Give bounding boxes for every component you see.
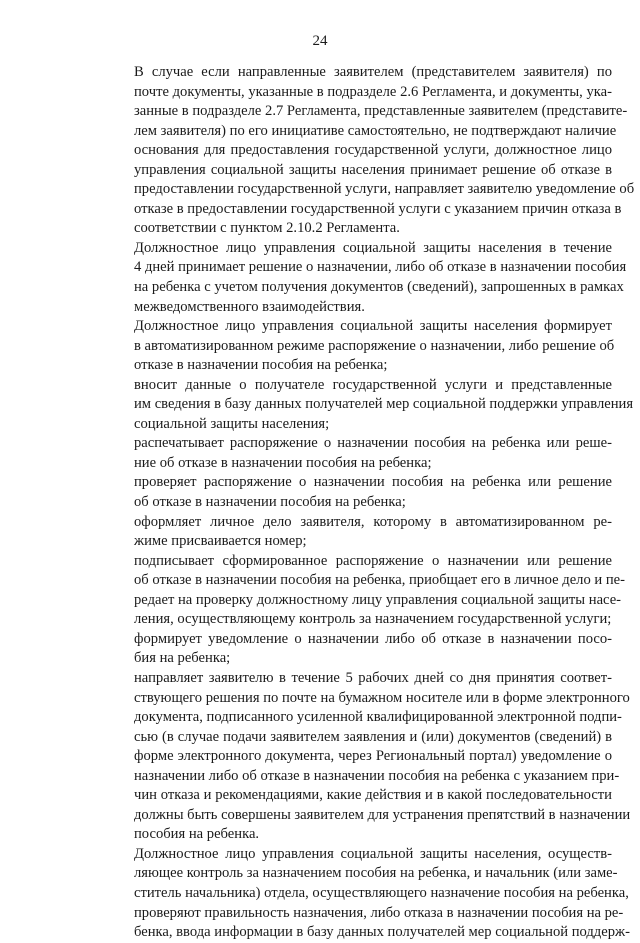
text-line: 4 дней принимает решение о назначении, либо об отказе в назначении пособия — [134, 259, 627, 276]
paragraph — [96, 845, 630, 943]
text-line: должны быть совершены заявителем для устранения препятствий в назначении — [134, 806, 631, 823]
text-line: форме электронного документа, через Региональный портал) уведомление о — [134, 748, 612, 765]
text-line: формирует уведомление о назначении либо об отказе в назначении посо- — [134, 630, 612, 647]
paragraph — [96, 552, 626, 630]
text-line: назначении либо об отказе в назначении пособия на ребенка с указанием при- — [134, 767, 620, 784]
text-line: им сведения в базу данных получателей мер социальной поддержки управления — [134, 396, 634, 413]
text-line: ления, осуществляющему контроль за назначением государственной услуги; — [134, 611, 612, 628]
text-line: проверяют правильность назначения, либо отказа в назначении пособия на ре- — [134, 904, 624, 921]
text-line: проверяет распоряжение о назначении пособия на ребенка или решение — [134, 474, 612, 491]
text-line: оформляет личное дело заявителя, которому в автоматизированном ре- — [134, 513, 612, 530]
paragraph — [96, 239, 627, 317]
text-line: бенка, ввода информации в базу данных получателей мер социальной поддерж- — [134, 924, 630, 941]
text-line: социальной защиты населения; — [134, 415, 330, 432]
paragraph — [96, 376, 634, 435]
text-line: пособия на ребенка. — [134, 826, 260, 843]
text-line: отказе в предоставлении государственной услуги с указанием причин отказа в — [134, 200, 622, 217]
text-line: почте документы, указанные в подразделе 2.6 Регламента, и документы, ука- — [134, 83, 612, 100]
paragraph — [96, 630, 612, 669]
text-line: вносит данные о получателе государственной услуги и представленные — [134, 376, 612, 393]
text-line: основания для предоставления государственной услуги, должностное лицо — [134, 142, 612, 159]
text-line: в автоматизированном режиме распоряжение о назначении, либо решение об — [134, 337, 615, 354]
paragraph — [96, 317, 615, 376]
text-line: управления социальной защиты населения принимает решение об отказе в — [134, 161, 612, 178]
paragraph — [96, 434, 612, 473]
paragraph — [96, 513, 612, 552]
text-line: жиме присваивается номер; — [134, 533, 307, 550]
text-line: ние об отказе в назначении пособия на ребенка; — [134, 454, 432, 471]
text-line: занные в подразделе 2.7 Регламента, представленные заявителем (представите- — [134, 103, 628, 120]
text-line: сью (в случае подачи заявителем заявления и (или) документов (сведений) в — [134, 728, 612, 745]
text-line: отказе в назначении пособия на ребенка; — [134, 357, 388, 374]
text-line: ствующего решения по почте на бумажном носителе или в форме электронного — [134, 689, 630, 706]
text-line: об отказе в назначении пособия на ребенка; — [134, 494, 406, 511]
text-line: Должностное лицо управления социальной защиты населения в течение — [134, 239, 612, 256]
paragraph — [96, 473, 612, 512]
text-line: В случае если направленные заявителем (представителем заявителя) по — [134, 64, 612, 80]
text-line: лем заявителя) по его инициативе самостоятельно, не подтверждают наличие — [134, 122, 617, 139]
text-line: Должностное лицо управления социальной защиты населения, осуществ- — [134, 845, 612, 862]
text-line: соответствии с пунктом 2.10.2 Регламента. — [134, 220, 400, 237]
page-number: 24 — [312, 33, 328, 49]
text-line: бия на ребенка; — [134, 650, 231, 667]
text-line: направляет заявителю в течение 5 рабочих дней со дня принятия соответ- — [134, 669, 612, 686]
text-line: редает на проверку должностному лицу управления социальной защиты насе- — [134, 591, 622, 608]
text-line: Должностное лицо управления социальной защиты населения формирует — [134, 318, 612, 335]
paragraph — [96, 63, 635, 239]
text-line: распечатывает распоряжение о назначении пособия на ребенка или реше- — [134, 435, 612, 452]
document-body — [96, 63, 635, 943]
paragraph — [96, 669, 631, 845]
text-line: предоставлении государственной услуги, направляет заявителю уведомление об — [134, 181, 635, 198]
text-line: документа, подписанного усиленной квалифицированной электронной подпи- — [134, 709, 622, 726]
text-line: ститель начальника) отдела, осуществляющего назначение пособия на ребенка, — [134, 884, 629, 901]
text-line: межведомственного взаимодействия. — [134, 298, 365, 315]
text-line: об отказе в назначении пособия на ребенка, приобщает его в личное дело и пе- — [134, 572, 626, 589]
text-line: ляющее контроль за назначением пособия на ребенка, и начальник (или заме- — [134, 865, 618, 882]
text-line: подписывает сформированное распоряжение о назначении или решение — [134, 552, 612, 569]
text-line: на ребенка с учетом получения документов (сведений), запрошенных в рамках — [134, 279, 624, 296]
text-line: чин отказа и рекомендациями, какие действия и в какой последовательности — [134, 787, 612, 804]
